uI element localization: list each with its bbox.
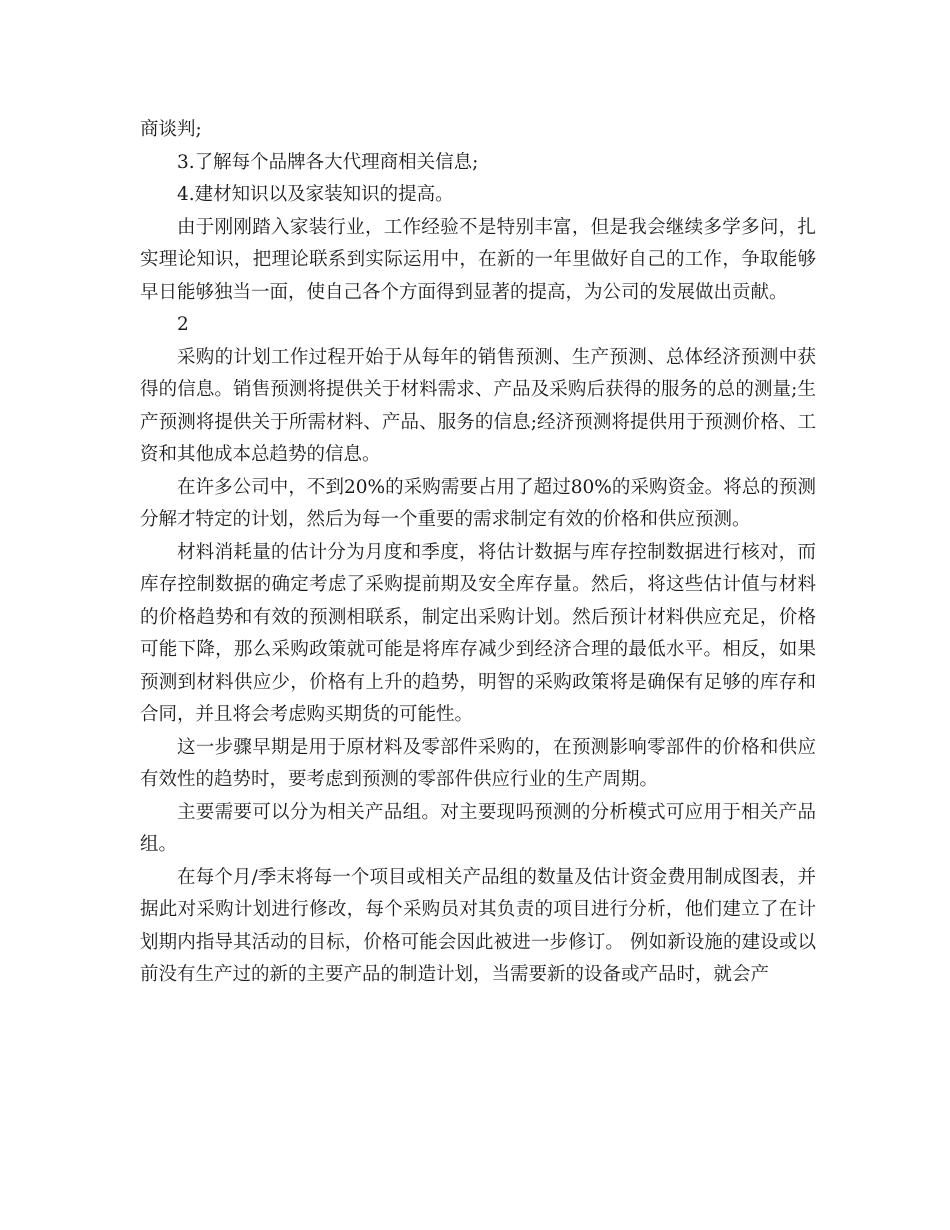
paragraph-product-groups: 主要需要可以分为相关产品组。对主要现吗预测的分析模式可应用于相关产品组。 [140,801,816,855]
list-item-4: 4.建材知识以及家装知识的提高。 [177,184,454,205]
paragraph-pareto: 在许多公司中，不到20%的采购需要占用了超过80%的采购资金。将总的预测分解才特定的计划，然后为每一个重要的需求制定有效的价格和供应预测。 [140,476,816,530]
paragraph-conclusion: 由于刚刚踏入家装行业，工作经验不是特别丰富，但是我会继续多学多问，扎实理论知识，把理论联系到实际运用中，在新的一年里做好自己的工作，争取能够早日能够独当一面，使自己各个方面得到显著的提高，为公司的发展做出贡献。 [140,216,816,303]
paragraph-material-consumption: 材料消耗量的估计分为月度和季度，将估计数据与库存控制数据进行核对，而库存控制数据的确定考虑了采购提前期及安全库存量。然后，将这些估计值与材料的价格趋势和有效的预测相联系，制定出采购计划。然后预计材料供应充足，价格可能下降，那么采购政策就可能是将库存减少到经济合理的最低水平。相反，如果预测到材料供应少，价格有上升的趋势，明智的采购政策将是确保有足够的库存和合同，并且将会考虑购买期货的可能性。 [140,541,816,725]
document-body [140,114,816,992]
section-number: 2 [177,314,189,335]
paragraph-purchasing-plan: 采购的计划工作过程开始于从每年的销售预测、生产预测、总体经济预测中获得的信息。销售预测将提供关于材料需求、产品及采购后获得的服务的总的测量;生产预测将提供关于所需材料、产品、服务的信息;经济预测将提供用于预测价格、工资和其他成本总趋势的信息。 [140,346,816,465]
paragraph-components: 这一步骤早期是用于原材料及零部件采购的，在预测影响零部件的价格和供应有效性的趋势时，要考虑到预测的零部件供应行业的生产周期。 [140,736,816,790]
paragraph-monthly-review: 在每个月/季末将每一个项目或相关产品组的数量及估计资金费用制成图表，并据此对采购计划进行修改，每个采购员对其负责的项目进行分析，他们建立了在计划期内指导其活动的目标，价格可能会因此被进一步修订。 例如新设施的建设或以前没有生产过的新的主要产品的制造计划，当需要新的设备或产品时，就会产 [140,866,816,985]
paragraph-continuation: 商谈判; [140,119,202,140]
list-item-3: 3.了解每个品牌各大代理商相关信息; [177,151,479,173]
